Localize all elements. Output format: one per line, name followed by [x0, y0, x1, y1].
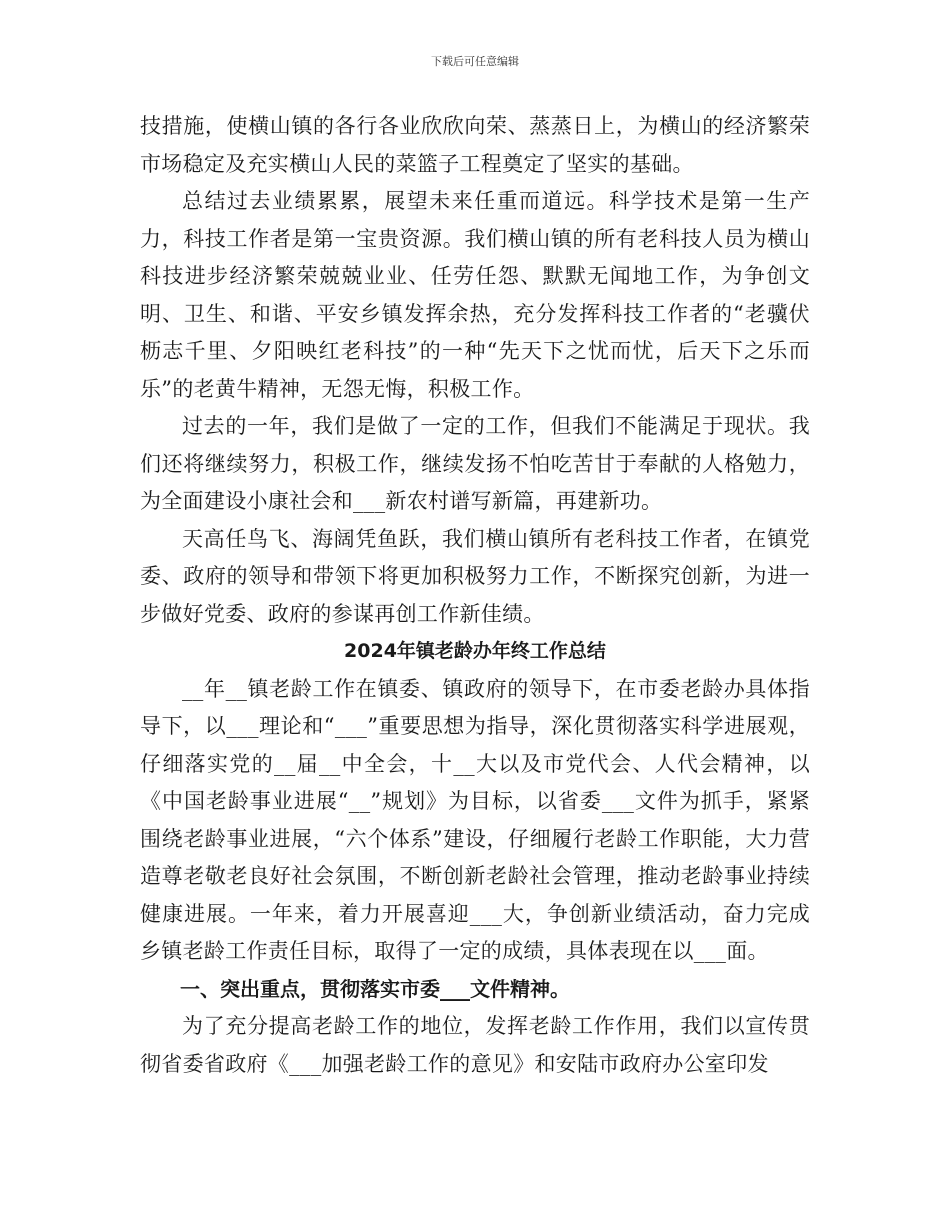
- paragraph-3: 过去的一年，我们是做了一定的工作，但我们不能满足于现状。我们还将继续努力，积极工作，继续发扬不怕吃苦甘于奉献的人格勉力，为全面建设小康社会和___新农村谱写新篇，再建新功。: [140, 414, 810, 513]
- paragraph-last: 为了充分提高老龄工作的地位，发挥老龄工作作用，我们以宣传贯彻省委省政府《___加强老龄工作的意见》和安陆市政府办公室印发: [140, 1014, 810, 1076]
- paragraph-intro: __年__镇老龄工作在镇委、镇政府的领导下，在市委老龄办具体指导下，以___理论和“___”重要思想为指导，深化贯彻落实科学进展观，仔细落实党的__届__中全会，十__大以及市党代会、人代会精神，以《中国老龄事业进展“__”规划》为目标，以省委___文件为抓手，紧紧围绕老龄事业进展，“六个体系”建设，仔细履行老龄工作职能，大力营造尊老敬老良好社会氛围，不断创新老龄社会管理，推动老龄事业持续健康进展。一年来，着力开展喜迎___大，争创新业绩活动，奋力完成乡镇老龄工作责任目标，取得了一定的成绩，具体表现在以___面。: [140, 676, 810, 963]
- document-body: [140, 108, 810, 1083]
- paragraph-2: 总结过去业绩累累，展望未来任重而道远。科学技术是第一生产力，科技工作者是第一宝贵资源。我们横山镇的所有老科技人员为横山科技进步经济繁荣兢兢业业、任劳任怨、默默无闻地工作，为争创文明、卫生、和谐、平安乡镇发挥余热，充分发挥科技工作者的“老骥伏枥志千里、夕阳映红老科技”的一种“先天下之忧而忧，后天下之乐而乐”的老黄牛精神，无怨无悔，积极工作。: [140, 189, 810, 401]
- document-title: 2024年镇老龄办年终工作总结: [344, 640, 606, 662]
- paragraph-1: 技措施，使横山镇的各行各业欣欣向荣、蒸蒸日上，为横山的经济繁荣市场稳定及充实横山人民的菜篮子工程奠定了坚实的基础。: [140, 114, 810, 176]
- page-header: 下载后可任意编辑: [431, 55, 519, 68]
- section-heading: 一、突出重点，贯彻落实市委___文件精神。: [180, 976, 570, 1001]
- paragraph-4: 天高任鸟飞、海阔凭鱼跃，我们横山镇所有老科技工作者，在镇党委、政府的领导和带领下将更加积极努力工作，不断探究创新，为进一步做好党委、政府的参谋再创工作新佳绩。: [140, 526, 810, 626]
